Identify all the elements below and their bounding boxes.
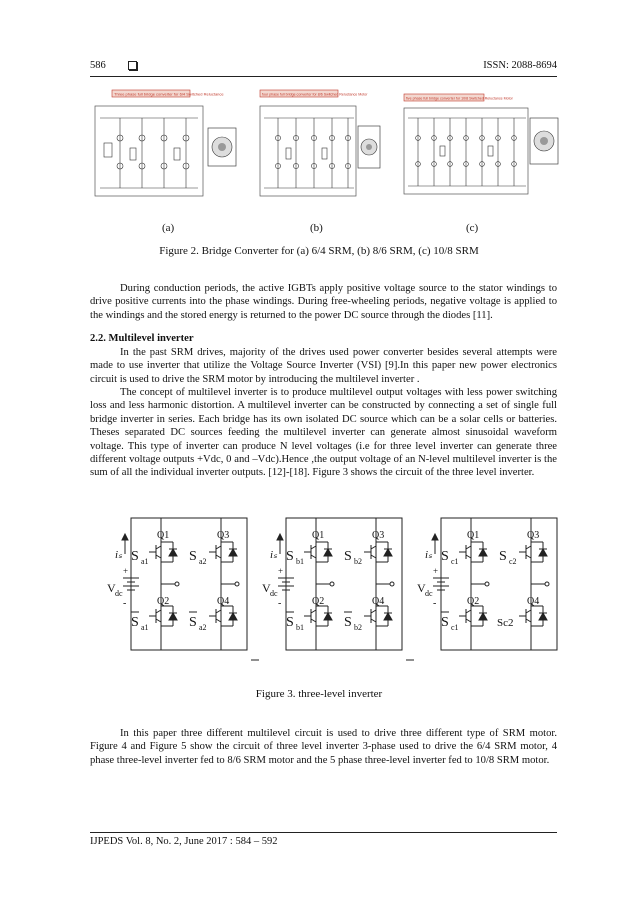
bridge-2-s-top-right: S <box>344 549 352 564</box>
bridge-3-q4-lead-top <box>526 610 531 613</box>
figure-2a-label: (a) <box>162 222 175 234</box>
bridge-1-s-bot-left-sub: a1 <box>141 623 149 632</box>
section-heading: 2.2. Multilevel inverter <box>90 333 194 344</box>
bridge-3-vdc-label: V <box>417 581 426 595</box>
figure-2 <box>90 88 560 208</box>
bridge-1-vdc-label: V <box>107 581 116 595</box>
bridge-1-q4-lead-bottom <box>216 619 221 622</box>
bridge-2-q2-label: Q2 <box>312 596 325 607</box>
issn: ISSN: 2088-8694 <box>483 60 557 71</box>
figure-2b-image <box>258 88 382 206</box>
figure-3-image <box>101 510 565 670</box>
paragraph-multilevel-concept <box>90 386 557 480</box>
bridge-2-s-top-right-sub: b2 <box>354 557 362 566</box>
bridge-3-q2-lead-top <box>466 610 471 613</box>
bridge-3-q2-lead-bottom <box>466 619 471 622</box>
paragraph-2-text: In the past SRM drives, majority of the drives used power converter besides several attempts were made to use inverter that utilize the Voltage Source Inverter (VSI) [9].In this paper new power electronics circuit is used to drive the SRM motor by introducing the multilevel inverter . <box>90 347 557 385</box>
bridge-2-q3-label: Q3 <box>372 530 385 541</box>
bridge-2-q3-diode-icon <box>384 549 392 556</box>
bridge-1-q2-lead-bottom <box>156 619 161 622</box>
bridge-3-q1-label: Q1 <box>467 530 480 541</box>
bridge-3-current-label: iₛ <box>425 549 433 561</box>
bridge-3-q3-lead-top <box>526 546 531 549</box>
bridge-1-q1-diode-icon <box>169 549 177 556</box>
bridge-2-q2-lead-bottom <box>311 619 316 622</box>
bridge-1-q3-lead-top <box>216 546 221 549</box>
bridge-2-q1-lead-bottom <box>311 555 316 558</box>
bridge-3-q3-lead-bottom <box>526 555 531 558</box>
bridge-1-q1-lead-bottom <box>156 555 161 558</box>
bridge-1-vdc-sub: dc <box>115 589 123 598</box>
bridge-1-s-top-right: S <box>189 549 197 564</box>
running-footer: IJPEDS Vol. 8, No. 2, June 2017 : 584 – 592 <box>90 836 278 847</box>
bridge-2-s-bot-right-sub: b2 <box>354 623 362 632</box>
bridge-2-s-bot-left: S <box>286 615 294 630</box>
bridge-2-q4-label: Q4 <box>372 596 385 607</box>
bridge-2-current-label: iₛ <box>270 549 278 561</box>
bridge-1-s-top-right-sub: a2 <box>199 557 207 566</box>
bridge-3-s-bot-left: S <box>441 615 449 630</box>
bridge-1-q4-label: Q4 <box>217 596 230 607</box>
paragraph-1-text: During conduction periods, the active IGBTs apply positive voltage source to the stator windings to drive positive currents into the phase windings. During free-wheeling periods, negative voltage is applied to the windings and the stored energy is returned to the power DC source through the diodes [11]. <box>90 283 557 321</box>
bridge-3-s-top-left: S <box>441 549 449 564</box>
bridge-1-q3-diode-icon <box>229 549 237 556</box>
paragraph-conduction <box>90 282 557 322</box>
bridge-1-plus: + <box>123 566 129 576</box>
bridge-3-s-bot-left-sub: c1 <box>451 623 459 632</box>
bridge-1-current-arrow-head <box>122 534 128 540</box>
figure-2a-image <box>90 88 240 206</box>
bridge-2-q1-lead-top <box>311 546 316 549</box>
bridge-1-s-top-left: S <box>131 549 139 564</box>
bridge-3-plus: + <box>433 566 439 576</box>
bridge-3-q3-diode-icon <box>539 549 547 556</box>
checkbox-icon <box>128 61 137 70</box>
bridge-1-q1-label: Q1 <box>157 530 170 541</box>
header-rule <box>90 76 557 77</box>
bridge-2-vdc-sub: dc <box>270 589 278 598</box>
paragraph-three-circuits <box>90 727 557 767</box>
bridge-3-s-top-right: S <box>499 549 507 564</box>
three-level-inverter-diagram <box>101 510 565 670</box>
bridge-1-s-bot-right: S <box>189 615 197 630</box>
bridge-1-s-bot-left: S <box>131 615 139 630</box>
bridge-1-s-bot-right-sub: a2 <box>199 623 207 632</box>
figure-2c-label: (c) <box>466 222 479 234</box>
panel-a-title: Three phase full bridge converter for 6/4 Switched Reluctance <box>114 91 224 97</box>
bridge-3-q1-lead-top <box>466 546 471 549</box>
bridge-1-current-label: iₛ <box>115 549 123 561</box>
bridge-1-q1-lead-top <box>156 546 161 549</box>
bridge-1-q2-diode-icon <box>169 613 177 620</box>
bridge-1-node-left <box>175 582 179 586</box>
bridge-2-vdc-label: V <box>262 581 271 595</box>
bridge-3-minus: - <box>433 598 437 609</box>
figure-2c-image <box>402 88 560 206</box>
bridge-2-minus: - <box>278 598 282 609</box>
bridge-2-node-right <box>390 582 394 586</box>
bridge-2-q4-lead-top <box>371 610 376 613</box>
bridge-2-s-bot-left-sub: b1 <box>296 623 304 632</box>
bridge-3-node-right <box>545 582 549 586</box>
bridge-3-q2-diode-icon <box>479 613 487 620</box>
bridge-1-q2-lead-top <box>156 610 161 613</box>
bridge-1-minus: - <box>123 598 127 609</box>
bridge-2-q4-diode-icon <box>384 613 392 620</box>
bridge-1-q2-label: Q2 <box>157 596 170 607</box>
bridge-1-q3-lead-bottom <box>216 555 221 558</box>
bridge-1-node-right <box>235 582 239 586</box>
paragraph-past-srm <box>90 346 557 386</box>
bridge-3-s-top-left-sub: c1 <box>451 557 459 566</box>
bridge-2-s-top-left-sub: b1 <box>296 557 304 566</box>
bridge-2-s-top-left: S <box>286 549 294 564</box>
bridge-1-q4-lead-top <box>216 610 221 613</box>
bridge-3-s-top-right-sub: c2 <box>509 557 517 566</box>
figure-2-caption: Figure 2. Bridge Converter for (a) 6/4 SRM, (b) 8/6 SRM, (c) 10/8 SRM <box>159 245 479 257</box>
bridge-2-q2-lead-top <box>311 610 316 613</box>
bridge-3-s-bot-right: Sc2 <box>497 617 514 629</box>
bridge-2-node-left <box>330 582 334 586</box>
figure-3-caption: Figure 3. three-level inverter <box>255 688 383 700</box>
paragraph-4-text: In this paper three different multilevel circuit is used to drive three different type of SRM motor. Figure 4 and Figure 5 show the circuit of three level inverter 3-phase used to drive the 6/4 SRM motor, 4 phase three-level inverter fed to 8/6 SRM motor and the 5 phase three-level inverter fed to 10/8 SRM motor. <box>90 728 557 766</box>
bridge-3-q2-label: Q2 <box>467 596 480 607</box>
bridge-2-s-bot-right: S <box>344 615 352 630</box>
bridge-2-q3-lead-bottom <box>371 555 376 558</box>
page-number: 586 <box>90 60 106 71</box>
bridge-3-q3-label: Q3 <box>527 530 540 541</box>
bridge-3-q4-diode-icon <box>539 613 547 620</box>
bridge-1-s-top-left-sub: a1 <box>141 557 149 566</box>
bridge-2-q1-label: Q1 <box>312 530 325 541</box>
bridge-2-q3-lead-top <box>371 546 376 549</box>
bridge-3-q1-diode-icon <box>479 549 487 556</box>
bridge-2-q2-diode-icon <box>324 613 332 620</box>
bridge-3-vdc-sub: dc <box>425 589 433 598</box>
bridge-3-node-left <box>485 582 489 586</box>
bridge-3-q4-lead-bottom <box>526 619 531 622</box>
bridge-3-q1-lead-bottom <box>466 555 471 558</box>
bridge-2-q4-lead-bottom <box>371 619 376 622</box>
panel-c-title: five phase full bridge converter for 10/8 Switched Reluctance Motor <box>406 96 513 101</box>
figure-2b-label: (b) <box>310 222 323 234</box>
paragraph-3-text: The concept of multilevel inverter is to produce multilevel output voltages with less power switching loss and less harmonic distortion. A multilevel inverter can be constructed by connecting a set of single full bridge inverter in series. Each bridge has its own isolated DC source which can be a solar cells or batteries. Theses separated DC sources feeding the multilevel inverter can generate almost sinusoidal waveform voltage. This type of inverter can produce N level voltages (i.e for three level inverter can generate three different voltage outputs +Vdc, 0 and –Vdc).Hence ,the output voltage of an N-level multilevel inverter is the sum of all the individual inverter outputs. [12]-[18]. Figure 3 shows the circuit of the three level inverter. <box>90 387 557 479</box>
bridge-3-current-arrow-head <box>432 534 438 540</box>
bridge-1-q3-label: Q3 <box>217 530 230 541</box>
bridge-2-q1-diode-icon <box>324 549 332 556</box>
bridge-1-q4-diode-icon <box>229 613 237 620</box>
footer-rule <box>90 832 557 833</box>
bridge-2-plus: + <box>278 566 284 576</box>
bridge-2-current-arrow-head <box>277 534 283 540</box>
bridge-3-q4-label: Q4 <box>527 596 540 607</box>
panel-b-title: four phase full bridge converter for 8/6 Switched Reluctance Motor <box>262 92 368 97</box>
